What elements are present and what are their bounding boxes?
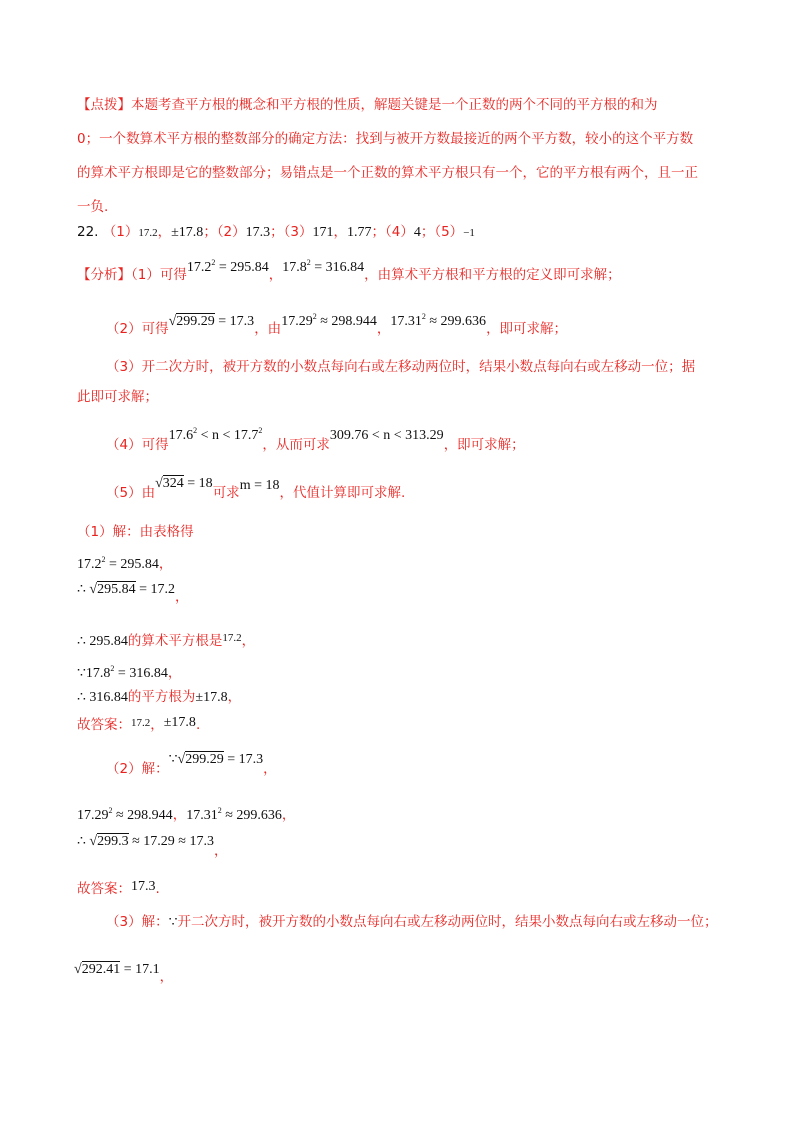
fenxi-s5-math: m = 18 <box>239 478 280 493</box>
sol-1-text-5: 的平方根为 <box>127 689 196 705</box>
math-base: 17.8 <box>85 666 111 681</box>
sep: ， <box>150 717 164 733</box>
sol-1-val-5: ±17.8 <box>195 690 228 705</box>
sol-1-line-4 <box>77 660 181 683</box>
dianbo-line-1 <box>77 96 658 114</box>
fenxi-s2-post: ，即可求解； <box>486 321 568 337</box>
math-exp: 2 <box>306 258 311 267</box>
fenxi-s4-math-1 <box>169 428 263 443</box>
dianbo-line-4: 一负. <box>77 199 109 215</box>
sol-1-ans-b: ±17.8 <box>163 715 196 730</box>
q22-part-1: （1） <box>102 224 139 240</box>
radicand: 299.29 <box>185 752 224 767</box>
math-base: 17.8 <box>282 260 307 275</box>
math-rest: ≈ 299.636 <box>221 808 282 823</box>
fenxi-s4-math-2: 309.76 < n < 313.29 <box>329 428 444 443</box>
sol-1-line-1 <box>77 551 172 574</box>
sep: ， <box>175 589 189 605</box>
sol-1-line-5 <box>77 688 241 707</box>
sqrt-icon: √ <box>168 314 177 329</box>
fenxi-line-1 <box>77 258 621 285</box>
math-exp: 2 <box>211 258 216 267</box>
sol-3-line-1 <box>106 913 718 932</box>
math-base: 17.31 <box>186 808 218 823</box>
dianbo-tag: 【点拨】 <box>77 97 131 113</box>
sep: ， <box>157 224 172 240</box>
q22-ans-5: −1 <box>463 227 475 239</box>
math-exp: 2 <box>193 426 198 435</box>
sep: ； <box>203 224 217 240</box>
sol-1-line-2 <box>77 580 189 605</box>
fenxi-s4-mid: ，从而可求 <box>262 437 330 453</box>
fenxi-line-2 <box>106 312 568 339</box>
fenxi-s1-pre: （1）可得 <box>131 267 187 283</box>
math-exp: 2 <box>108 806 113 815</box>
sqrt-icon: √ <box>89 834 98 849</box>
math-exp: 2 <box>421 312 426 321</box>
q22-part-4: （4） <box>385 224 414 240</box>
fenxi-s1-math-2 <box>282 260 364 275</box>
sol-2-line-3 <box>77 832 228 859</box>
fenxi-s2-pre: （2）可得 <box>106 321 169 337</box>
q22-answer-line <box>77 223 475 242</box>
math-rest: ≈ 17.29 ≈ 17.3 <box>128 834 214 849</box>
math-rest: = 17.2 <box>135 582 176 597</box>
sol-1-line-3 <box>77 632 255 651</box>
sep: ， <box>227 689 242 705</box>
answer-label: 故答案： <box>77 717 131 733</box>
q22-number: 22. <box>77 224 99 240</box>
sep: . <box>155 881 160 897</box>
math-rest: < n < 17.7 <box>197 428 259 443</box>
fenxi-s5-pre: （5）由 <box>106 485 156 501</box>
fenxi-s2-sqrt <box>169 314 255 329</box>
sol-3-line-2 <box>74 960 174 985</box>
fenxi-line-4 <box>106 426 525 455</box>
sol-2-head: （2）解： <box>106 761 169 777</box>
sol-3-text: 开二次方时，被开方数的小数点每向右或左移动两位时，结果小数点每向右或左移动一位； <box>177 914 718 930</box>
q22-part-5: （5） <box>434 224 464 240</box>
sol-1-val-3: 17.2 <box>222 632 242 644</box>
sqrt-icon: √ <box>74 962 82 977</box>
because-icon: ∵ <box>168 752 178 767</box>
dianbo-line-2: 0；一个数算术平方根的整数部分的确定方法：找到与被开方数最接近的两个平方数，较小的这个平方数 <box>77 131 694 147</box>
q22-part-3: （3） <box>283 224 313 240</box>
q22-ans-3b: 1.77 <box>347 225 372 240</box>
sep: ； <box>371 224 385 240</box>
q22-ans-4: 4 <box>413 225 421 240</box>
radicand: 292.41 <box>81 962 121 977</box>
sep: ， <box>268 267 283 283</box>
math-exp: 2 <box>110 664 115 673</box>
fenxi-s4-post: ，即可求解； <box>443 437 525 453</box>
sep: ， <box>167 665 182 681</box>
math-rest: = 17.3 <box>223 752 264 767</box>
fenxi-s4-pre: （4）可得 <box>106 437 169 453</box>
q22-ans-3a: 171 <box>312 225 334 240</box>
sol-2-line-2 <box>77 802 295 825</box>
dianbo-line-3: 的算术平方根即是它的整数部分；易错点是一个正数的算术平方根只有一个，它的平方根有两个，且一正 <box>77 165 698 181</box>
sol-1-math-4 <box>77 666 168 681</box>
sep: ， <box>376 321 391 337</box>
therefore-icon: ∴ <box>77 582 86 597</box>
because-icon: ∵ <box>168 915 178 930</box>
sep: ， <box>333 224 347 240</box>
fenxi-s1-math-1 <box>187 260 269 275</box>
math-rest: = 316.84 <box>114 666 168 681</box>
sol-1-math-1 <box>77 557 159 572</box>
math-exp: 2 <box>258 426 263 435</box>
because-icon: ∵ <box>77 666 86 681</box>
math-base: 17.31 <box>390 314 422 329</box>
radicand: 324 <box>162 476 184 491</box>
q22-ans-1b: ±17.8 <box>171 225 204 240</box>
fenxi-s1-post: ，由算术平方根和平方根的定义即可求解； <box>364 267 621 283</box>
math-rest: ≈ 298.944 <box>112 808 173 823</box>
sol-1-ans-a: 17.2 <box>131 717 151 729</box>
math-rest: = 17.3 <box>214 314 255 329</box>
sep: ， <box>172 807 187 823</box>
sol-1-text-3: 的算术平方根是 <box>127 633 223 649</box>
sol-1-math-3: ∴ 295.84 <box>77 634 128 649</box>
sep: ， <box>158 556 173 572</box>
q22-ans-2: 17.3 <box>245 225 271 240</box>
math-exp: 2 <box>312 312 317 321</box>
math-rest: = 18 <box>183 476 213 491</box>
fenxi-line-3a: （3）开二次方时，被开方数的小数点每向右或左移动两位时，结果小数点每向右或左移动一位；据 <box>106 359 696 375</box>
math-rest: = 17.1 <box>120 962 160 977</box>
math-base: 17.29 <box>77 808 109 823</box>
math-rest: ≈ 299.636 <box>425 314 487 329</box>
math-rest: = 295.84 <box>105 557 159 572</box>
fenxi-line-5 <box>106 476 406 503</box>
q22-ans-1a: 17.2 <box>138 227 158 239</box>
fenxi-s5-mid: 可求 <box>212 485 240 501</box>
sol-1-math-2 <box>77 581 175 597</box>
math-base: 17.2 <box>77 557 102 572</box>
sol-2-ans: 17.3 <box>131 879 156 894</box>
sep: . <box>195 717 201 733</box>
sep: ； <box>420 224 435 240</box>
math-base: 17.6 <box>168 428 194 443</box>
fenxi-tag: 【分析】 <box>77 267 131 283</box>
sol-2-math-2b <box>186 808 282 823</box>
sol-2-line-1 <box>106 752 277 779</box>
q22-part-2: （2） <box>216 224 246 240</box>
sep: ， <box>263 761 277 777</box>
sep: ， <box>241 633 256 649</box>
sol-3-head: （3）解： <box>106 914 169 930</box>
radicand: 295.84 <box>97 582 136 597</box>
fenxi-s2-math-2 <box>390 314 486 329</box>
math-rest: = 316.84 <box>310 260 365 275</box>
math-rest: = 295.84 <box>215 260 269 275</box>
sqrt-icon: √ <box>177 752 186 767</box>
sol-1-math-5: ∴ 316.84 <box>77 690 128 705</box>
math-base: 17.2 <box>186 260 212 275</box>
fenxi-line-3b: 此即可求解； <box>77 389 158 405</box>
math-base: 17.29 <box>281 314 313 329</box>
sqrt-icon: √ <box>89 582 98 597</box>
math-exp: 2 <box>217 806 222 815</box>
sep: ， <box>281 807 296 823</box>
fenxi-s2-math-1 <box>281 314 377 329</box>
math-exp: 2 <box>101 555 106 564</box>
sol-1-head: （1）解：由表格得 <box>77 524 194 540</box>
answer-label: 故答案： <box>77 881 131 897</box>
sol-2-answer <box>77 880 160 899</box>
fenxi-s5-post: ，代值计算即可求解. <box>279 485 406 501</box>
radicand: 299.29 <box>176 314 215 329</box>
sqrt-icon: √ <box>155 476 163 491</box>
sol-2-math-3 <box>77 833 214 849</box>
radicand: 299.3 <box>97 834 129 849</box>
sol-2-math-1 <box>169 752 264 767</box>
sol-3-math-1 <box>74 961 160 977</box>
sol-1-answer <box>77 716 200 735</box>
fenxi-s2-by: ，由 <box>254 321 282 337</box>
therefore-icon: ∴ <box>77 834 86 849</box>
fenxi-s5-sqrt <box>155 476 213 491</box>
math-rest: ≈ 298.944 <box>316 314 377 329</box>
dianbo-text-1: 本题考查平方根的概念和平方根的性质，解题关键是一个正数的两个不同的平方根的和为 <box>131 97 658 113</box>
sep: ， <box>213 843 228 859</box>
sol-2-math-2a <box>77 808 173 823</box>
sep: ； <box>270 224 284 240</box>
sep: ， <box>159 969 174 985</box>
